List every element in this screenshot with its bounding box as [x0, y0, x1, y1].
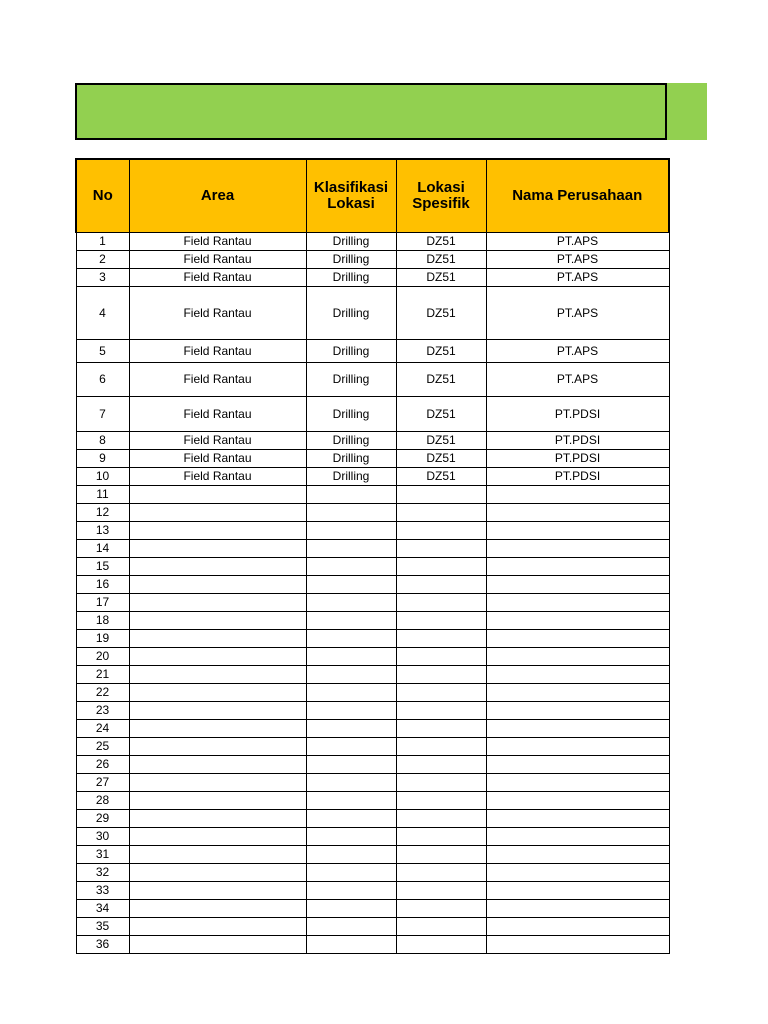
cell-klasifikasi[interactable]: Drilling: [306, 269, 396, 287]
cell-klasifikasi[interactable]: [306, 720, 396, 738]
cell-nama-perusahaan[interactable]: [486, 576, 669, 594]
table-row: [76, 594, 669, 612]
table-row: [76, 504, 669, 522]
table-row: [76, 936, 669, 954]
cell-no[interactable]: 35: [76, 918, 129, 936]
cell-area[interactable]: [129, 486, 306, 504]
cell-no[interactable]: 5: [76, 340, 129, 363]
cell-nama-perusahaan[interactable]: PT.APS: [486, 340, 669, 363]
cell-klasifikasi[interactable]: Drilling: [306, 468, 396, 486]
cell-lokasi[interactable]: DZ51: [396, 251, 486, 269]
cell-no[interactable]: 18: [76, 612, 129, 630]
table-row: [76, 540, 669, 558]
cell-klasifikasi[interactable]: Drilling: [306, 450, 396, 468]
table-row: [76, 576, 669, 594]
cell-klasifikasi[interactable]: [306, 702, 396, 720]
cell-no[interactable]: 9: [76, 450, 129, 468]
cell-klasifikasi[interactable]: [306, 936, 396, 954]
cell-area[interactable]: [129, 828, 306, 846]
cell-nama-perusahaan[interactable]: PT.APS: [486, 287, 669, 340]
cell-no[interactable]: 2: [76, 251, 129, 269]
cell-klasifikasi[interactable]: Drilling: [306, 233, 396, 251]
cell-area[interactable]: Field Rantau: [129, 251, 306, 269]
cell-nama-perusahaan[interactable]: [486, 630, 669, 648]
cell-area[interactable]: [129, 918, 306, 936]
cell-lokasi[interactable]: DZ51: [396, 287, 486, 340]
cell-no[interactable]: 12: [76, 504, 129, 522]
cell-lokasi[interactable]: [396, 486, 486, 504]
table-row: [76, 630, 669, 648]
cell-klasifikasi[interactable]: [306, 612, 396, 630]
cell-area[interactable]: [129, 864, 306, 882]
cell-klasifikasi[interactable]: Drilling: [306, 432, 396, 450]
cell-lokasi[interactable]: [396, 684, 486, 702]
cell-lokasi[interactable]: [396, 756, 486, 774]
cell-nama-perusahaan[interactable]: PT.PDSI: [486, 397, 669, 432]
cell-nama-perusahaan[interactable]: [486, 792, 669, 810]
cell-no[interactable]: 26: [76, 756, 129, 774]
cell-klasifikasi[interactable]: Drilling: [306, 363, 396, 397]
cell-area[interactable]: [129, 630, 306, 648]
cell-area[interactable]: [129, 684, 306, 702]
cell-nama-perusahaan[interactable]: [486, 900, 669, 918]
cell-lokasi[interactable]: [396, 702, 486, 720]
cell-area[interactable]: [129, 936, 306, 954]
cell-no[interactable]: 19: [76, 630, 129, 648]
cell-area[interactable]: [129, 558, 306, 576]
cell-klasifikasi[interactable]: [306, 846, 396, 864]
cell-nama-perusahaan[interactable]: [486, 882, 669, 900]
cell-klasifikasi[interactable]: [306, 486, 396, 504]
table-body: [76, 233, 669, 954]
cell-nama-perusahaan[interactable]: PT.APS: [486, 233, 669, 251]
title-banner: [75, 83, 667, 140]
cell-klasifikasi[interactable]: [306, 864, 396, 882]
cell-lokasi[interactable]: [396, 846, 486, 864]
table-row: [76, 666, 669, 684]
cell-nama-perusahaan[interactable]: [486, 702, 669, 720]
cell-no[interactable]: 11: [76, 486, 129, 504]
cell-nama-perusahaan[interactable]: [486, 864, 669, 882]
cell-nama-perusahaan[interactable]: [486, 522, 669, 540]
cell-no[interactable]: 7: [76, 397, 129, 432]
cell-area[interactable]: Field Rantau: [129, 340, 306, 363]
cell-lokasi[interactable]: [396, 900, 486, 918]
cell-nama-perusahaan[interactable]: [486, 594, 669, 612]
cell-nama-perusahaan[interactable]: [486, 558, 669, 576]
table-row: [76, 648, 669, 666]
table-row: [76, 684, 669, 702]
cell-lokasi[interactable]: [396, 576, 486, 594]
table-row: [76, 340, 669, 363]
cell-nama-perusahaan[interactable]: [486, 504, 669, 522]
cell-area[interactable]: [129, 738, 306, 756]
header-klasifikasi-lokasi[interactable]: Klasifikasi Lokasi: [306, 159, 396, 233]
table-row: [76, 756, 669, 774]
cell-nama-perusahaan[interactable]: [486, 612, 669, 630]
table-row: [76, 468, 669, 486]
cell-nama-perusahaan[interactable]: PT.PDSI: [486, 468, 669, 486]
table-row: [76, 882, 669, 900]
cell-area[interactable]: [129, 900, 306, 918]
cell-no[interactable]: 36: [76, 936, 129, 954]
cell-area[interactable]: [129, 522, 306, 540]
cell-no[interactable]: 10: [76, 468, 129, 486]
cell-lokasi[interactable]: [396, 666, 486, 684]
cell-area[interactable]: Field Rantau: [129, 233, 306, 251]
cell-lokasi[interactable]: DZ51: [396, 233, 486, 251]
cell-area[interactable]: [129, 540, 306, 558]
cell-no[interactable]: 28: [76, 792, 129, 810]
cell-no[interactable]: 22: [76, 684, 129, 702]
title-banner-overflow: [667, 83, 707, 140]
cell-nama-perusahaan[interactable]: [486, 846, 669, 864]
cell-nama-perusahaan[interactable]: [486, 666, 669, 684]
cell-area[interactable]: Field Rantau: [129, 363, 306, 397]
table-row: [76, 522, 669, 540]
cell-nama-perusahaan[interactable]: [486, 738, 669, 756]
table-row: [76, 828, 669, 846]
cell-area[interactable]: Field Rantau: [129, 450, 306, 468]
table-row: [76, 287, 669, 340]
header-lokasi-spesifik[interactable]: Lokasi Spesifik: [396, 159, 486, 233]
cell-no[interactable]: 1: [76, 233, 129, 251]
cell-area[interactable]: [129, 504, 306, 522]
cell-klasifikasi[interactable]: [306, 522, 396, 540]
cell-lokasi[interactable]: [396, 828, 486, 846]
cell-nama-perusahaan[interactable]: [486, 720, 669, 738]
table-row: [76, 774, 669, 792]
cell-klasifikasi[interactable]: Drilling: [306, 397, 396, 432]
cell-no[interactable]: 3: [76, 269, 129, 287]
cell-nama-perusahaan[interactable]: [486, 648, 669, 666]
table-row: [76, 486, 669, 504]
header-row: [76, 159, 669, 233]
table-row: [76, 900, 669, 918]
table-row: [76, 846, 669, 864]
cell-lokasi[interactable]: DZ51: [396, 432, 486, 450]
cell-nama-perusahaan[interactable]: PT.APS: [486, 251, 669, 269]
cell-lokasi[interactable]: DZ51: [396, 340, 486, 363]
cell-klasifikasi[interactable]: [306, 648, 396, 666]
cell-no[interactable]: 34: [76, 900, 129, 918]
table-row: [76, 251, 669, 269]
cell-klasifikasi[interactable]: [306, 792, 396, 810]
cell-klasifikasi[interactable]: [306, 684, 396, 702]
cell-lokasi[interactable]: DZ51: [396, 450, 486, 468]
cell-klasifikasi[interactable]: [306, 900, 396, 918]
cell-no[interactable]: 20: [76, 648, 129, 666]
cell-nama-perusahaan[interactable]: [486, 936, 669, 954]
cell-lokasi[interactable]: [396, 918, 486, 936]
table-row: [76, 432, 669, 450]
cell-lokasi[interactable]: [396, 504, 486, 522]
cell-no[interactable]: 33: [76, 882, 129, 900]
cell-klasifikasi[interactable]: [306, 630, 396, 648]
header-nama-perusahaan[interactable]: Nama Perusahaan: [486, 159, 669, 233]
cell-lokasi[interactable]: DZ51: [396, 397, 486, 432]
cell-area[interactable]: [129, 576, 306, 594]
cell-no[interactable]: 17: [76, 594, 129, 612]
cell-area[interactable]: [129, 594, 306, 612]
cell-lokasi[interactable]: [396, 612, 486, 630]
cell-nama-perusahaan[interactable]: PT.PDSI: [486, 432, 669, 450]
cell-klasifikasi[interactable]: [306, 540, 396, 558]
cell-klasifikasi[interactable]: [306, 558, 396, 576]
cell-klasifikasi[interactable]: [306, 756, 396, 774]
cell-lokasi[interactable]: DZ51: [396, 363, 486, 397]
cell-nama-perusahaan[interactable]: PT.PDSI: [486, 450, 669, 468]
cell-lokasi[interactable]: [396, 522, 486, 540]
cell-nama-perusahaan[interactable]: [486, 774, 669, 792]
cell-no[interactable]: 4: [76, 287, 129, 340]
cell-area[interactable]: [129, 666, 306, 684]
cell-area[interactable]: [129, 720, 306, 738]
cell-lokasi[interactable]: DZ51: [396, 269, 486, 287]
table-row: [76, 612, 669, 630]
cell-area[interactable]: [129, 702, 306, 720]
cell-klasifikasi[interactable]: [306, 738, 396, 756]
table-row: [76, 450, 669, 468]
cell-lokasi[interactable]: [396, 864, 486, 882]
cell-no[interactable]: 21: [76, 666, 129, 684]
cell-nama-perusahaan[interactable]: [486, 810, 669, 828]
cell-lokasi[interactable]: [396, 738, 486, 756]
cell-area[interactable]: Field Rantau: [129, 269, 306, 287]
cell-no[interactable]: 30: [76, 828, 129, 846]
cell-klasifikasi[interactable]: [306, 666, 396, 684]
cell-no[interactable]: 8: [76, 432, 129, 450]
cell-nama-perusahaan[interactable]: [486, 756, 669, 774]
cell-area[interactable]: Field Rantau: [129, 397, 306, 432]
table-row: [76, 233, 669, 251]
cell-area[interactable]: [129, 792, 306, 810]
cell-no[interactable]: 25: [76, 738, 129, 756]
cell-nama-perusahaan[interactable]: PT.APS: [486, 269, 669, 287]
cell-klasifikasi[interactable]: [306, 918, 396, 936]
cell-nama-perusahaan[interactable]: [486, 684, 669, 702]
table-row: [76, 702, 669, 720]
cell-nama-perusahaan[interactable]: [486, 540, 669, 558]
cell-no[interactable]: 14: [76, 540, 129, 558]
cell-klasifikasi[interactable]: Drilling: [306, 340, 396, 363]
cell-no[interactable]: 27: [76, 774, 129, 792]
table-row: [76, 792, 669, 810]
cell-lokasi[interactable]: [396, 936, 486, 954]
cell-klasifikasi[interactable]: [306, 810, 396, 828]
cell-nama-perusahaan[interactable]: [486, 828, 669, 846]
cell-nama-perusahaan[interactable]: [486, 918, 669, 936]
cell-lokasi[interactable]: [396, 558, 486, 576]
table-row: [76, 397, 669, 432]
cell-no[interactable]: 6: [76, 363, 129, 397]
cell-lokasi[interactable]: [396, 630, 486, 648]
cell-klasifikasi[interactable]: Drilling: [306, 251, 396, 269]
table-row: [76, 918, 669, 936]
cell-area[interactable]: Field Rantau: [129, 468, 306, 486]
cell-no[interactable]: 31: [76, 846, 129, 864]
table-row: [76, 269, 669, 287]
header-area[interactable]: Area: [129, 159, 306, 233]
cell-area[interactable]: [129, 882, 306, 900]
table-row: [76, 864, 669, 882]
cell-klasifikasi[interactable]: Drilling: [306, 287, 396, 340]
cell-klasifikasi[interactable]: [306, 828, 396, 846]
cell-no[interactable]: 32: [76, 864, 129, 882]
cell-lokasi[interactable]: [396, 594, 486, 612]
cell-area[interactable]: [129, 810, 306, 828]
table-row: [76, 363, 669, 397]
cell-area[interactable]: [129, 612, 306, 630]
cell-klasifikasi[interactable]: [306, 882, 396, 900]
cell-lokasi[interactable]: [396, 810, 486, 828]
cell-area[interactable]: [129, 756, 306, 774]
cell-area[interactable]: Field Rantau: [129, 287, 306, 340]
cell-klasifikasi[interactable]: [306, 504, 396, 522]
cell-lokasi[interactable]: [396, 648, 486, 666]
data-table: [75, 158, 670, 954]
cell-nama-perusahaan[interactable]: [486, 486, 669, 504]
cell-klasifikasi[interactable]: [306, 576, 396, 594]
cell-area[interactable]: [129, 648, 306, 666]
cell-no[interactable]: 13: [76, 522, 129, 540]
cell-lokasi[interactable]: [396, 774, 486, 792]
cell-lokasi[interactable]: DZ51: [396, 468, 486, 486]
table-row: [76, 720, 669, 738]
cell-lokasi[interactable]: [396, 540, 486, 558]
cell-nama-perusahaan[interactable]: PT.APS: [486, 363, 669, 397]
cell-no[interactable]: 29: [76, 810, 129, 828]
cell-area[interactable]: [129, 774, 306, 792]
cell-no[interactable]: 23: [76, 702, 129, 720]
cell-no[interactable]: 24: [76, 720, 129, 738]
cell-klasifikasi[interactable]: [306, 594, 396, 612]
cell-klasifikasi[interactable]: [306, 774, 396, 792]
cell-lokasi[interactable]: [396, 720, 486, 738]
cell-lokasi[interactable]: [396, 882, 486, 900]
cell-no[interactable]: 15: [76, 558, 129, 576]
cell-area[interactable]: [129, 846, 306, 864]
table-row: [76, 738, 669, 756]
table-row: [76, 558, 669, 576]
table-row: [76, 810, 669, 828]
cell-no[interactable]: 16: [76, 576, 129, 594]
header-no[interactable]: No: [76, 159, 129, 233]
cell-area[interactable]: Field Rantau: [129, 432, 306, 450]
cell-lokasi[interactable]: [396, 792, 486, 810]
